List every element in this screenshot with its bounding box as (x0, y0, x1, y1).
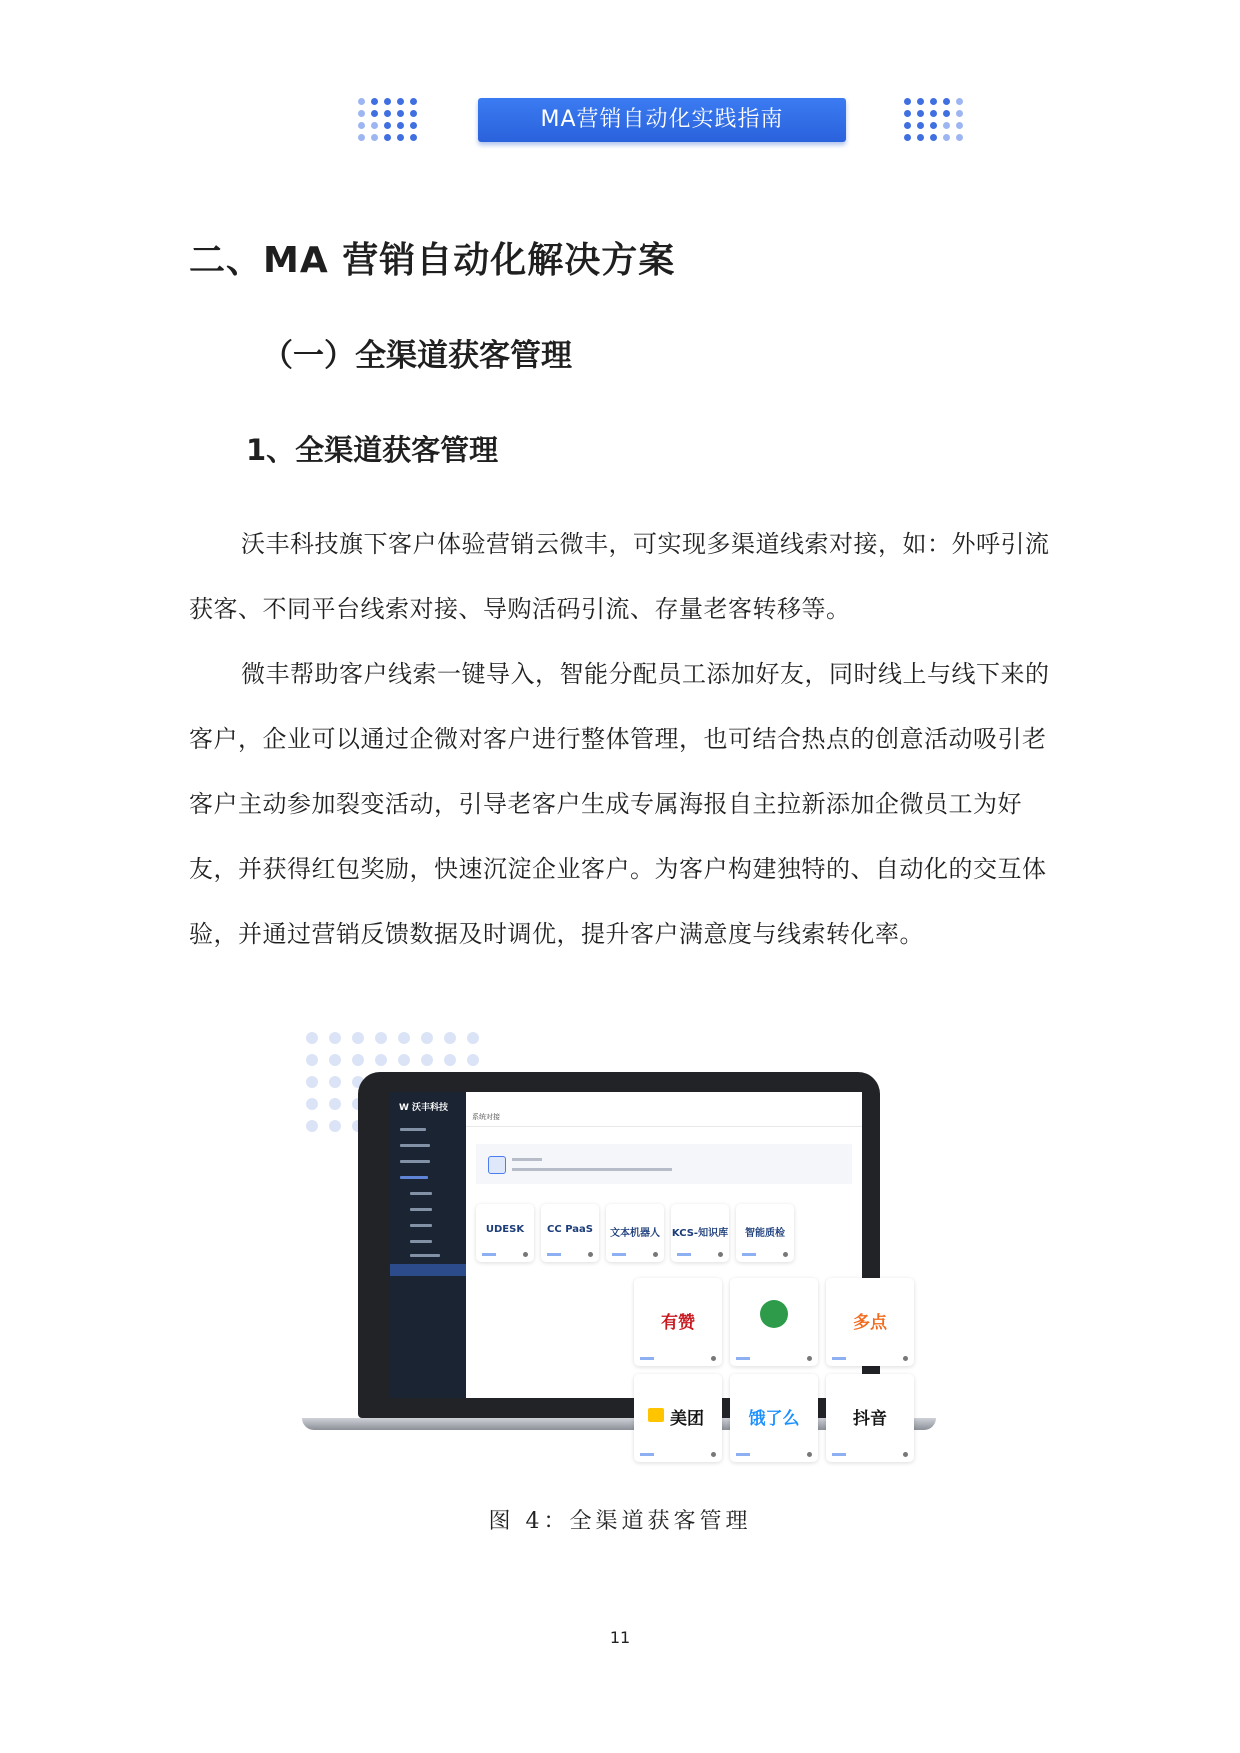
body-paragraph: 微丰帮助客户线索一键导入，智能分配员工添加好友，同时线上与线下来的客户，企业可以通过企微对客户进行整体管理，也可结合热点的创意活动吸引老客户主动参加裂变活动，引导老客户生成专属海报自主拉新添加企微员工为好友，并获得红包奖励，快速沉淀企业客户。为客户构建独特的、自动化的交互体验，并通过营销反馈数据及时调优，提升客户满意度与线索转化率。 (189, 660, 1050, 948)
integration-card-large[interactable] (826, 1374, 914, 1462)
integration-card-large[interactable] (634, 1374, 722, 1462)
integration-card[interactable] (606, 1204, 664, 1262)
integration-card[interactable] (541, 1204, 599, 1262)
app-sidebar (390, 1092, 466, 1398)
integration-label: KCS-知识库 (671, 1228, 729, 1239)
integration-card-large[interactable] (730, 1374, 818, 1462)
integration-card[interactable] (476, 1204, 534, 1262)
sidebar-item-active[interactable] (390, 1264, 466, 1276)
integration-label: CC PaaS (547, 1224, 593, 1235)
integration-label: UDESK (485, 1224, 525, 1235)
section-title: 二、MA 营销自动化解决方案 (189, 240, 676, 281)
header-title: MA营销自动化实践指南 (478, 98, 846, 142)
integration-label: 文本机器人 (610, 1228, 660, 1239)
app-brand: W 沃丰科技 (399, 1103, 449, 1113)
header-dots-right (904, 98, 963, 141)
integration-label: 多点 (853, 1313, 887, 1333)
integration-label: 有赞 (661, 1313, 695, 1333)
integration-card[interactable] (671, 1204, 729, 1262)
laptop-mockup (358, 1072, 880, 1418)
integration-label: 美团 (670, 1409, 704, 1429)
header-dots-left (358, 98, 417, 141)
integration-label: 智能质检 (745, 1228, 785, 1239)
app-topbar (466, 1092, 862, 1127)
integration-card-large[interactable] (826, 1278, 914, 1366)
integration-banner (476, 1144, 852, 1184)
link-icon (488, 1156, 506, 1174)
subsubsection-title: 1、全渠道获客管理 (246, 433, 499, 467)
integration-card[interactable] (736, 1204, 794, 1262)
subsection-title: （一）全渠道获客管理 (262, 338, 572, 374)
figure-caption: 图 4：全渠道获客管理 (488, 1509, 752, 1534)
integration-label: 饿了么 (748, 1409, 800, 1429)
integration-card-large[interactable] (730, 1278, 818, 1366)
integration-label: 抖音 (853, 1409, 887, 1429)
page-number: 11 (609, 1628, 631, 1647)
platform-logo-icon (760, 1300, 788, 1328)
integration-card-large[interactable] (634, 1278, 722, 1366)
body-paragraph: 沃丰科技旗下客户体验营销云微丰，可实现多渠道线索对接，如：外呼引流获客、不同平台线索对接、导购活码引流、存量老客转移等。 (189, 530, 1050, 623)
app-page-title: 系统对接 (472, 1113, 500, 1121)
